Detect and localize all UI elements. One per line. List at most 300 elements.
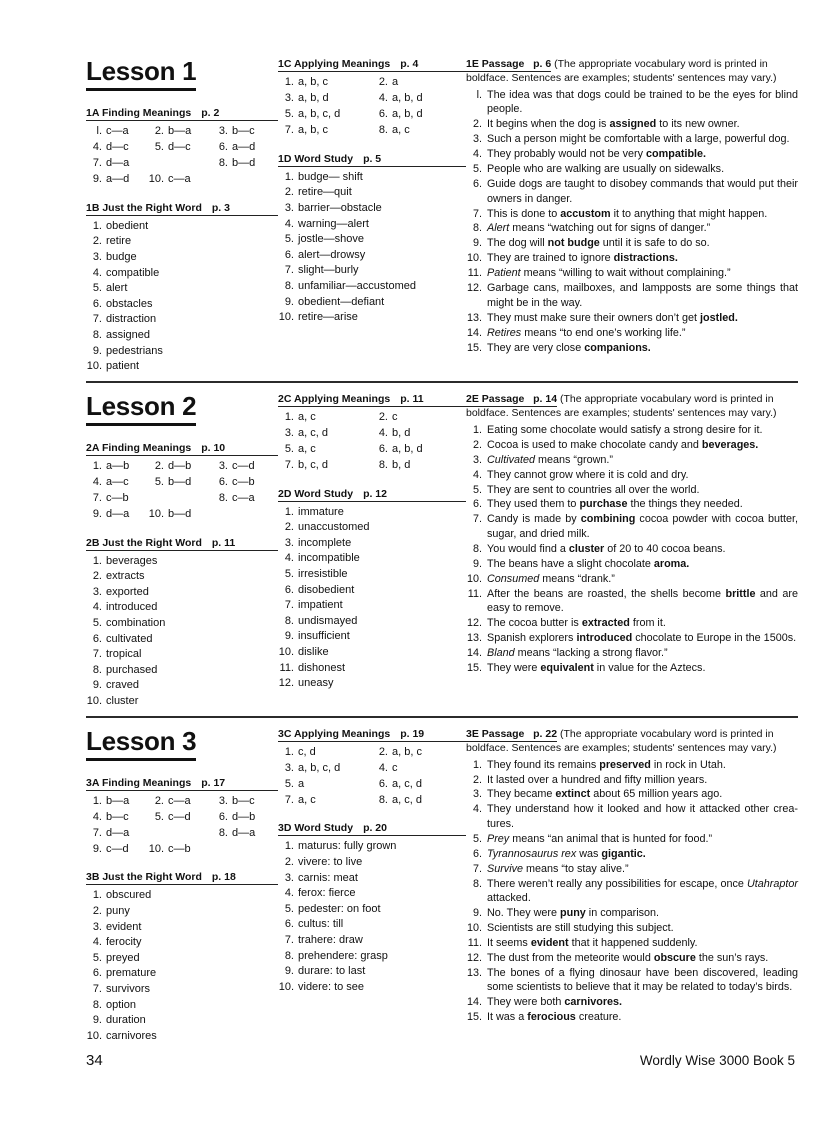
item-number: 7. (92, 826, 102, 839)
item-number: 10. (278, 311, 294, 324)
item-number: 6. (472, 498, 482, 511)
item-number: 5. (92, 951, 102, 964)
list-item (86, 982, 278, 998)
answer-cell (148, 475, 208, 491)
passage-item (466, 995, 798, 1009)
passage-note: (The appropriate vocabulary word is printed in boldface. Sentences are examples; students' sentences may vary.) (466, 58, 777, 85)
item-text: option (106, 998, 136, 1011)
list-item (86, 234, 278, 250)
item-number: 10. (278, 980, 294, 993)
answer-text: c—a (106, 125, 129, 137)
applying-meanings-section (278, 393, 466, 474)
item-text: alert (106, 282, 128, 295)
list-item (278, 676, 466, 692)
item-number: 6. (378, 777, 388, 790)
item-number: 9. (472, 907, 482, 920)
passage-item (466, 147, 798, 161)
item-number: 1. (92, 889, 102, 902)
passage-list (466, 423, 798, 676)
answer-text: a (392, 76, 399, 88)
item-text: vivere: to live (298, 856, 363, 869)
item-number: 8. (218, 156, 228, 169)
item-text: tropical (106, 648, 142, 661)
answer-cell (278, 410, 366, 426)
list-item (86, 663, 278, 679)
item-number: 14. (466, 996, 482, 1009)
item-number: 7. (472, 862, 482, 875)
item-number: 4. (284, 552, 294, 565)
item-number: 12. (466, 282, 482, 295)
passage-header (466, 728, 798, 757)
passage-item (466, 423, 798, 437)
item-number: 3. (284, 201, 294, 214)
passage-item (466, 661, 798, 675)
answer-cell (86, 794, 144, 810)
item-number: 6. (92, 632, 102, 645)
list-item (86, 920, 278, 936)
item-number: 2. (284, 856, 294, 869)
lesson-block (86, 716, 798, 1051)
answer-cell (372, 458, 464, 474)
just-right-word-header (86, 202, 278, 216)
section-code-label: 3B Just the Right Word (86, 871, 202, 884)
item-text: assigned (106, 329, 151, 342)
section-page-label: p. 12 (363, 487, 387, 500)
passage-item (466, 132, 798, 146)
answer-text: b—d (232, 156, 256, 169)
passage-item (466, 877, 798, 906)
lesson-columns (86, 725, 798, 1045)
list-item (86, 647, 278, 663)
list-item (278, 505, 466, 521)
item-number: 9. (472, 237, 482, 250)
list-item (278, 201, 466, 217)
passage-item (466, 773, 798, 787)
finding-meanings-header (86, 107, 278, 121)
item-text: immature (298, 505, 344, 518)
word-study-list (278, 839, 466, 995)
passage-item (466, 847, 798, 861)
item-number: 1. (92, 219, 102, 232)
item-number: 12. (278, 677, 294, 690)
item-number: 7. (284, 793, 294, 806)
section-code-label: 2C Applying Meanings (278, 392, 391, 405)
list-item (278, 295, 466, 311)
item-number: 1. (472, 423, 482, 436)
answer-text: b, d (392, 458, 411, 471)
item-number: 2. (284, 186, 294, 199)
answer-text: c (392, 410, 398, 423)
item-text: purchased (106, 663, 158, 676)
section-code-label: 1A Finding Meanings (86, 107, 192, 119)
just-right-word-list (86, 219, 278, 375)
list-item (86, 554, 278, 570)
item-number: 2. (154, 794, 164, 807)
answer-text: a, c, d (392, 777, 422, 790)
list-item (278, 567, 466, 583)
item-text: Cocoa is used to make chocolate candy and beverages. (487, 438, 759, 451)
answer-cell (86, 507, 144, 523)
lesson-column-right (466, 728, 798, 1026)
answer-text: c—d (232, 459, 255, 472)
list-item (86, 632, 278, 648)
answer-text: c (392, 761, 398, 774)
item-number: 1. (284, 840, 294, 853)
section-page-label: p. 4 (400, 58, 419, 70)
finding-meanings-header (86, 442, 278, 456)
passage-item (466, 251, 798, 265)
answer-cell (148, 794, 208, 810)
item-number: 8. (218, 826, 228, 839)
item-text: Retires means “to end one’s working life.” (487, 326, 686, 339)
list-item (86, 297, 278, 313)
list-item (278, 871, 466, 887)
passage-item (466, 281, 798, 310)
answer-text: a, b, d (392, 91, 423, 104)
item-number: 2. (154, 459, 164, 472)
answer-text: a, c, d (392, 793, 422, 806)
answer-text: a—d (232, 140, 256, 153)
item-text: They are very close companions. (487, 341, 651, 354)
finding-meanings-grid (86, 794, 278, 858)
passage-item (466, 311, 798, 325)
answer-text: a, b, c (392, 745, 422, 758)
finding-meanings-header (86, 777, 278, 791)
item-number: 12. (466, 617, 482, 630)
list-item (86, 616, 278, 632)
answer-text: a—c (106, 475, 129, 488)
item-text: They are trained to ignore distractions. (487, 252, 678, 265)
list-item (278, 980, 466, 996)
item-text: Guide dogs are taught to disobey commands that would put their owners in danger. (487, 178, 798, 205)
item-number: 15. (466, 341, 482, 354)
section-page-label: p. 5 (363, 152, 382, 165)
answer-cell (148, 140, 208, 156)
item-number: 13. (466, 632, 482, 645)
answer-cell (148, 842, 208, 858)
passage-item (466, 587, 798, 616)
item-text: compatible (106, 266, 160, 279)
item-text: introduced (106, 601, 158, 614)
item-number: 8. (284, 614, 294, 627)
item-text: pedester: on foot (298, 902, 381, 915)
item-number: 1. (92, 554, 102, 567)
answer-text: a, c (298, 442, 316, 455)
item-number: 3. (284, 536, 294, 549)
item-text: dishonest (298, 661, 346, 674)
item-number: 10. (466, 572, 482, 585)
item-text: irresistible (298, 568, 348, 581)
answer-text: a, b, c, d (298, 107, 341, 120)
item-text: prehendere: grasp (298, 949, 388, 962)
item-number: 15. (466, 1011, 482, 1024)
list-item (278, 902, 466, 918)
applying-meanings-grid (278, 75, 466, 139)
section-page-label: p. 18 (211, 871, 236, 884)
answer-cell (372, 777, 464, 793)
item-text: The dog will not budge until it is safe to do so. (487, 237, 710, 250)
item-number: 10. (86, 695, 102, 708)
item-text: They found its remains preserved in rock in Utah. (487, 758, 726, 771)
item-number: 4. (92, 936, 102, 949)
answer-text: b—c (232, 794, 255, 807)
footer-page-number: 34 (86, 1052, 103, 1069)
section-page-label: p. 3 (211, 201, 230, 214)
item-text: durare: to last (298, 965, 366, 978)
item-text: They must make sure their owners don’t get jostled. (487, 311, 738, 324)
item-number: 2. (378, 745, 388, 758)
lesson-block (86, 58, 798, 381)
lesson-column-middle (278, 393, 466, 692)
passage-item (466, 542, 798, 556)
item-number: 5. (472, 163, 482, 176)
item-text: slight—burly (298, 264, 359, 277)
item-number: 11. (467, 937, 482, 949)
answer-cell (372, 793, 464, 809)
finding-meanings-grid (86, 459, 278, 523)
item-text: It begins when the dog is assigned to its new owner. (487, 118, 740, 131)
section-page-label: p. 20 (363, 822, 387, 835)
answer-cell (278, 426, 366, 442)
item-number: l. (476, 88, 482, 101)
answer-text: d—a (232, 826, 256, 839)
lesson-divider (86, 716, 798, 718)
item-number: 8. (472, 222, 482, 235)
item-number: 6. (92, 297, 102, 310)
answer-text: a, b, c (298, 123, 328, 136)
item-number: 13. (466, 311, 482, 324)
item-text: cultus: till (298, 918, 344, 931)
answer-cell (278, 123, 366, 139)
answer-text: c—a (232, 491, 255, 504)
answer-text: c, d (298, 745, 316, 758)
just-right-word-section (86, 871, 278, 1044)
item-number: 2. (92, 235, 102, 248)
list-item (278, 279, 466, 295)
item-number: 11. (467, 267, 482, 280)
just-right-word-header (86, 537, 278, 551)
item-text: uneasy (298, 677, 334, 690)
item-number: 1. (472, 758, 482, 771)
item-text: Such a person might be comfortable with a large, powerful dog. (487, 133, 790, 146)
list-item (278, 170, 466, 186)
item-text: premature (106, 967, 157, 980)
answer-text: c—b (106, 491, 129, 504)
list-item (278, 232, 466, 248)
item-text: The bones of a flying dinosaur have been discovered, leading some scientists to believe that it may be related to today’s birds. (487, 966, 798, 994)
item-number: 15. (466, 661, 482, 674)
answer-cell (86, 156, 144, 172)
item-text: After the beans are roasted, the shells become brittle and are easy to remove. (487, 587, 798, 615)
list-item (278, 248, 466, 264)
item-number: 5. (284, 233, 294, 246)
list-item (86, 678, 278, 694)
item-number: 8. (284, 949, 294, 962)
item-text: extracts (106, 570, 145, 583)
item-number: 1. (284, 745, 294, 758)
list-item (86, 250, 278, 266)
item-number: 8. (378, 458, 388, 471)
answer-cell (212, 491, 274, 507)
item-number: 1. (284, 410, 294, 423)
list-item (86, 935, 278, 951)
item-number: 2. (472, 773, 482, 786)
item-number: 7. (92, 313, 102, 326)
passage-section (466, 393, 798, 676)
passage-item (466, 862, 798, 876)
item-number: 1. (284, 505, 294, 518)
item-number: 6. (218, 475, 228, 488)
item-number: 12. (466, 951, 482, 964)
passage-item (466, 266, 798, 280)
item-number: 4. (284, 217, 294, 230)
lesson-title: Lesson 1 (86, 58, 196, 91)
item-text: obscured (106, 889, 152, 902)
item-text: This is done to accustom it to anything that might happen. (487, 207, 768, 220)
item-number: 6. (218, 140, 228, 153)
item-text: evident (106, 920, 142, 933)
item-number: 7. (472, 207, 482, 220)
passage-item (466, 787, 798, 801)
section-code-label: 3D Word Study (278, 822, 354, 835)
finding-meanings-section (86, 777, 278, 858)
item-number: 8. (284, 280, 294, 293)
passage-section (466, 58, 798, 355)
list-item (86, 344, 278, 360)
item-text: barrier—obstacle (298, 201, 382, 214)
lesson-columns (86, 390, 798, 710)
answer-cell (372, 107, 464, 123)
item-text: carnivores (106, 1029, 157, 1042)
item-text: maturus: fully grown (298, 840, 397, 853)
item-text: obstacles (106, 297, 153, 310)
item-text: trahere: draw (298, 934, 363, 947)
list-item (278, 520, 466, 536)
item-number: 1. (284, 76, 294, 88)
answer-text: d—c (168, 140, 191, 153)
list-item (86, 998, 278, 1014)
item-number: 7. (92, 491, 102, 504)
answer-text: b—d (168, 475, 192, 488)
answer-text: c—d (106, 842, 129, 855)
passage-section (466, 728, 798, 1025)
item-number: 5. (284, 107, 294, 120)
answer-text: b—d (168, 507, 192, 520)
item-text: The cocoa butter is extracted from it. (487, 617, 666, 630)
item-number: 1. (284, 170, 294, 183)
item-text: unfamiliar—accustomed (298, 280, 416, 293)
passage-item (466, 497, 798, 511)
answer-cell (278, 458, 366, 474)
item-number: 4. (378, 91, 388, 104)
answer-text: d—b (168, 459, 192, 472)
passage-item (466, 572, 798, 586)
answer-cell (148, 156, 208, 172)
item-number: 9. (284, 965, 294, 978)
item-text: They were both carnivores. (487, 996, 623, 1009)
item-number: 14. (466, 647, 482, 660)
list-item (86, 359, 278, 375)
item-text: The beans have a slight chocolate aroma. (487, 557, 690, 570)
item-text: Cultivated means “grown.” (487, 453, 614, 466)
item-number: 3. (472, 133, 482, 146)
item-number: 7. (92, 648, 102, 661)
item-text: cultivated (106, 632, 153, 645)
item-number: 4. (92, 266, 102, 279)
list-item (278, 536, 466, 552)
item-number: 1. (92, 459, 102, 472)
answer-text: a, b, c (298, 76, 328, 88)
passage-code-label: 2E Passage p. 14 (466, 393, 557, 407)
answer-cell (148, 826, 208, 842)
item-text: craved (106, 679, 140, 692)
answer-cell (372, 426, 464, 442)
item-text: dislike (298, 646, 329, 659)
list-item (86, 694, 278, 710)
passage-item (466, 936, 798, 950)
item-number: 4. (472, 468, 482, 481)
finding-meanings-grid (86, 124, 278, 188)
item-text: ferox: fierce (298, 887, 356, 900)
passage-item (466, 1010, 798, 1024)
passage-item (466, 341, 798, 355)
item-text: obedient (106, 219, 149, 232)
item-text: You would find a cluster of 20 to 40 cocoa beans. (487, 542, 726, 555)
item-number: 5. (284, 568, 294, 581)
passage-item (466, 177, 798, 206)
answer-cell (372, 442, 464, 458)
section-page-label: p. 19 (400, 727, 425, 740)
item-number: 8. (92, 329, 102, 342)
lesson-column-left (86, 390, 278, 710)
item-number: 4. (472, 148, 482, 161)
answer-cell (212, 172, 274, 188)
passage-item (466, 966, 798, 995)
item-number: 5. (472, 483, 482, 496)
answer-text: a, c (298, 793, 316, 806)
item-text: It seems evident that it happened suddenly. (487, 937, 698, 949)
item-number: 6. (472, 178, 482, 191)
item-number: 7. (472, 513, 482, 526)
word-study-section (278, 153, 466, 326)
item-number: 10. (86, 1029, 102, 1042)
item-number: 3. (218, 125, 228, 137)
item-number: 9. (92, 842, 102, 855)
lesson-column-left (86, 725, 278, 1045)
item-number: 10. (278, 646, 294, 659)
passage-item (466, 512, 798, 541)
item-text: puny (106, 905, 130, 918)
applying-meanings-section (278, 728, 466, 809)
passage-item (466, 802, 798, 831)
just-right-word-list (86, 554, 278, 710)
answer-text: a, b, d (392, 107, 423, 120)
answer-cell (372, 745, 464, 761)
item-number: 7. (284, 458, 294, 471)
item-text: retire—quit (298, 186, 352, 199)
word-study-list (278, 505, 466, 692)
answer-cell (212, 507, 274, 523)
item-text: Prey means “an animal that is hunted for food.” (487, 832, 713, 845)
item-number: 6. (284, 248, 294, 261)
passage-item (466, 616, 798, 630)
item-number: 6. (284, 583, 294, 596)
section-page-label: p. 11 (211, 536, 236, 549)
item-number: 3. (472, 453, 482, 466)
passage-item (466, 162, 798, 176)
item-text: budge— shift (298, 170, 363, 183)
answer-text: c—a (168, 794, 191, 807)
